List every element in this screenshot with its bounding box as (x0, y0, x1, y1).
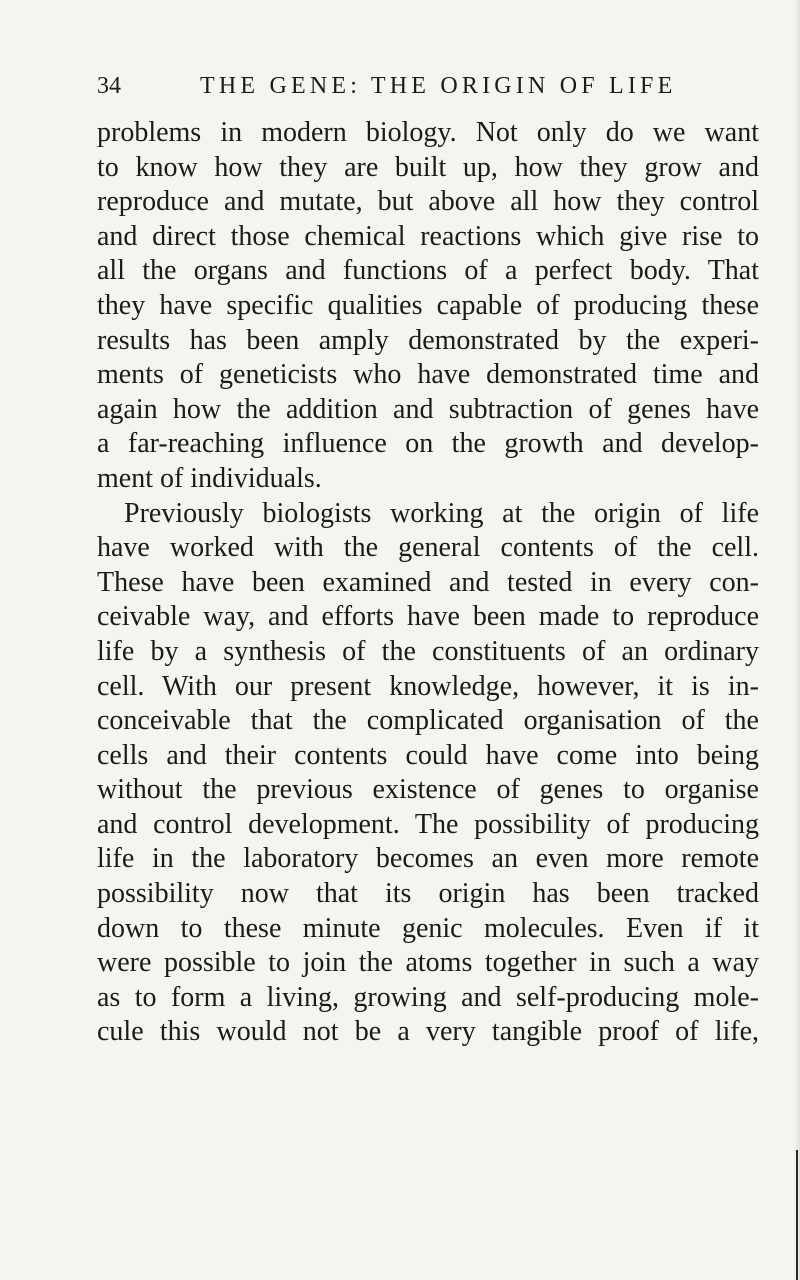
text-line: a far-reaching influence on the growth and develop- (97, 428, 759, 460)
text-line: problems in modern biology. Not only do we want (97, 117, 759, 148)
text-line: conceivable that the complicated organisation of the (97, 705, 759, 737)
paragraph-2 (97, 497, 759, 1051)
text-line: and direct those chemical reactions which give rise to (97, 220, 759, 252)
text-line: cell. With our present knowledge, however, it is in- (97, 670, 759, 702)
text-line: without the previous existence of genes to organise (97, 774, 759, 806)
text-line: as to form a living, growing and self-producing mole- (97, 981, 759, 1013)
text-line: reproduce and mutate, but above all how they control (97, 186, 759, 218)
text-line: results has been amply demonstrated by the experi- (97, 324, 759, 356)
text-line: ceivable way, and efforts have been made to reproduce (97, 601, 759, 633)
text-line: ments of geneticists who have demonstrated time and (97, 359, 759, 391)
text-line: These have been examined and tested in every con- (97, 566, 759, 598)
text-line: down to these minute genic molecules. Even if it (97, 912, 759, 944)
text-line: again how the addition and subtraction of genes have (97, 393, 759, 425)
text-line: they have specific qualities capable of producing these (97, 289, 759, 321)
body-text (97, 116, 759, 1050)
page-edge-shadow (794, 0, 800, 1280)
text-line: ment of individuals. (97, 462, 322, 494)
text-line: life in the laboratory becomes an even more remote (97, 843, 759, 875)
text-line: cells and their contents could have come into being (97, 739, 759, 771)
text-line: were possible to join the atoms together in such a way (97, 947, 759, 979)
text-line: possibility now that its origin has been tracked (97, 878, 759, 910)
paragraph-1 (97, 116, 759, 497)
text-line: Previously biologists working at the origin of life (124, 497, 759, 529)
running-title: THE GENE: THE ORIGIN OF LIFE (200, 73, 677, 99)
text-line: life by a synthesis of the constituents of an ordinary (97, 635, 759, 667)
text-line: cule this would not be a very tangible proof of life, (97, 1016, 759, 1048)
text-line: have worked with the general contents of the cell. (97, 532, 759, 564)
text-line: all the organs and functions of a perfect body. That (97, 255, 759, 287)
text-line: and control development. The possibility of producing (97, 808, 759, 840)
text-line: to know how they are built up, how they grow and (97, 151, 759, 183)
running-head (97, 66, 677, 106)
page-edge-line (796, 1150, 798, 1280)
page-number: 34 (97, 73, 121, 99)
